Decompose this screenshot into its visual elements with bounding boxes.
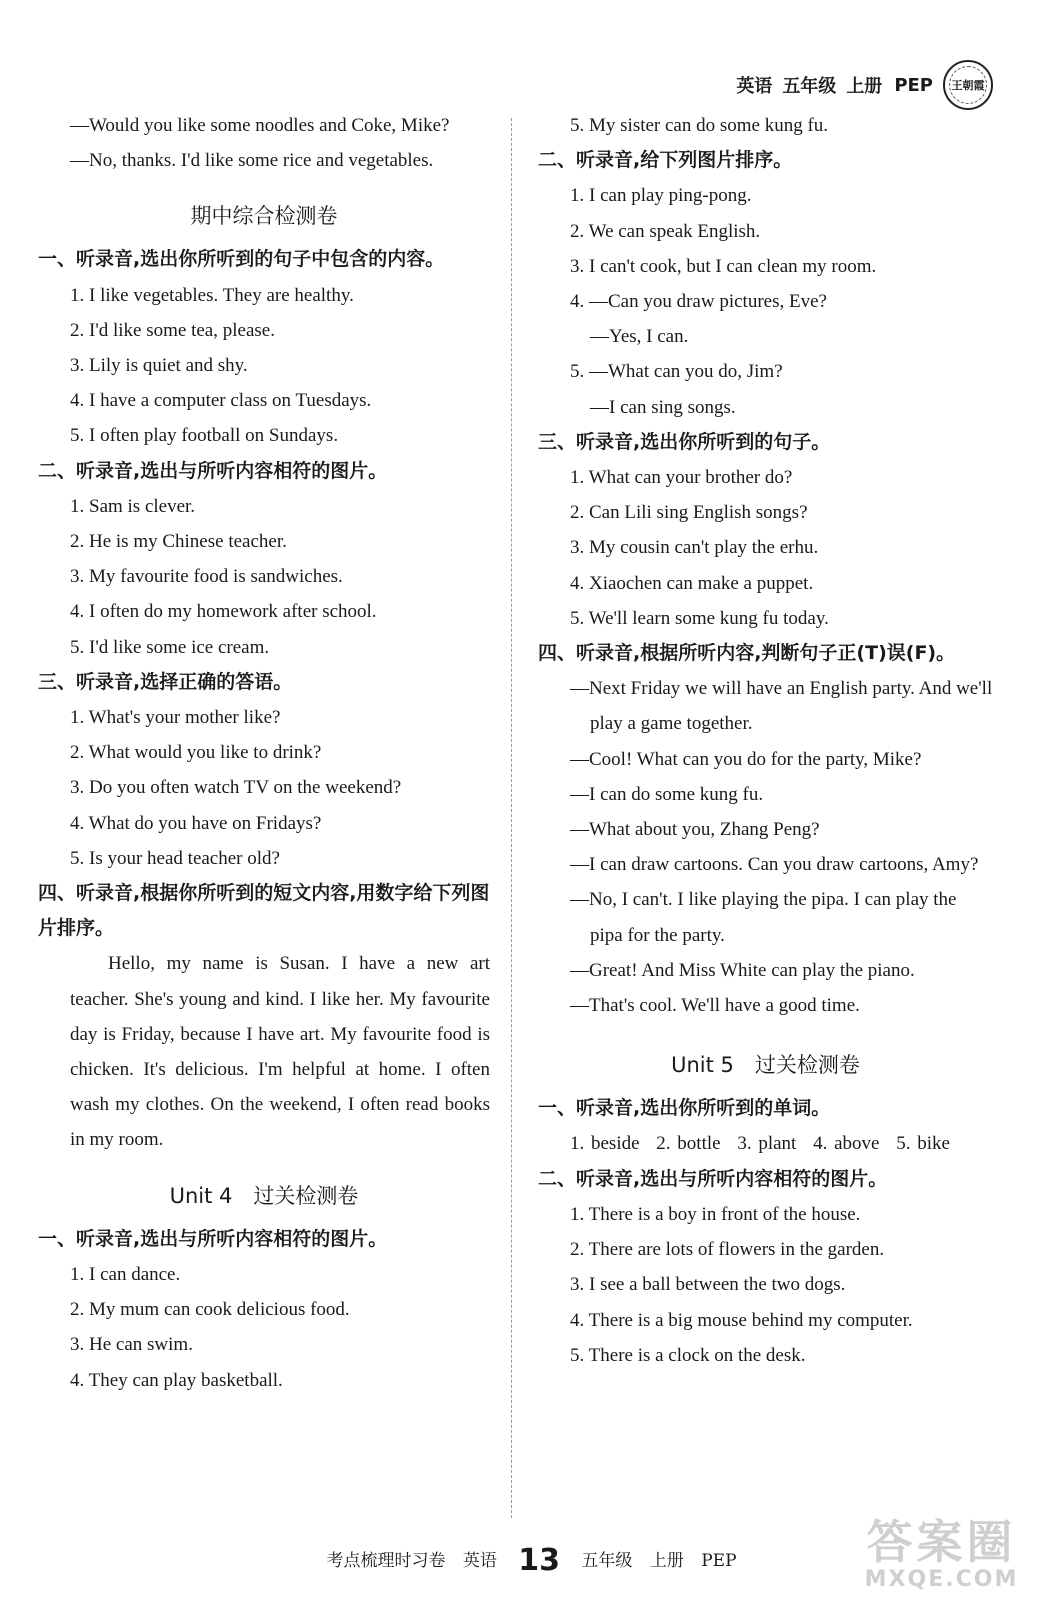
dialogue-line: —No, thanks. I'd like some rice and vegetables.	[70, 150, 434, 172]
word-row	[538, 1126, 993, 1161]
word-option: 3. plant	[737, 1133, 797, 1155]
word-option: 1. beside	[570, 1133, 640, 1155]
list-item: 2. I'd like some tea, please.	[70, 319, 275, 341]
list-item: 4. What do you have on Fridays?	[70, 812, 322, 834]
list-item: 4. There is a big mouse behind my computer.	[570, 1309, 913, 1331]
watermark-url: MXQE.COM	[864, 1567, 1019, 1592]
footer-subject: 英语	[462, 1551, 497, 1571]
section-heading: 二、听录音,给下列图片排序。	[538, 149, 793, 172]
list-item: 1. I can play ping-pong.	[570, 185, 752, 207]
list-item: 1. I can dance.	[70, 1263, 181, 1285]
list-item: 1. I like vegetables. They are healthy.	[70, 284, 354, 306]
midterm-title: 期中综合检测卷	[190, 204, 338, 229]
list-item: 4. Xiaochen can make a puppet.	[570, 572, 814, 594]
list-item: 4. They can play basketball.	[70, 1369, 283, 1391]
list-item: 3. My favourite food is sandwiches.	[70, 566, 343, 588]
list-item: 1. What can your brother do?	[570, 467, 793, 489]
list-item: 1. What's your mother like?	[70, 707, 281, 729]
footer-edition: PEP	[701, 1551, 737, 1571]
list-item: 3. Lily is quiet and shy.	[70, 355, 248, 377]
dialogue-line: —Great! And Miss White can play the piano.	[570, 959, 915, 981]
list-item: 4. —Can you draw pictures, Eve?	[570, 291, 827, 313]
list-item: 5. There is a clock on the desk.	[570, 1344, 806, 1366]
section-heading: 一、听录音,选出与所听内容相符的图片。	[38, 1227, 388, 1250]
header-edition: PEP	[894, 74, 933, 96]
footer-grade: 五年级	[581, 1551, 633, 1571]
list-item: 1. There is a boy in front of the house.	[570, 1203, 861, 1225]
footer-series: 考点梳理时习卷	[326, 1551, 446, 1571]
section-heading: 一、听录音,选出你所听到的句子中包含的内容。	[38, 248, 445, 271]
section-heading: 四、听录音,根据所听内容,判断句子正(T)误(F)。	[538, 642, 956, 665]
dialogue-line: —That's cool. We'll have a good time.	[570, 995, 860, 1017]
header-subject: 英语	[736, 76, 773, 97]
list-item: 4. I have a computer class on Tuesdays.	[70, 390, 372, 412]
dialogue-line: —Cool! What can you do for the party, Mike?	[570, 748, 922, 770]
word-option: 5. bike	[896, 1133, 950, 1155]
right-column	[538, 108, 993, 1373]
section-heading: 二、听录音,选出与所听内容相符的图片。	[38, 459, 388, 482]
section-heading: 四、听录音,根据你所听到的短文内容,用数字给下列图片排序。	[38, 882, 490, 940]
list-item: 2. Can Lili sing English songs?	[570, 502, 808, 524]
list-item: 5. I'd like some ice cream.	[70, 636, 270, 658]
column-divider	[511, 118, 512, 1518]
list-item: 4. I often do my homework after school.	[70, 601, 377, 623]
list-item: 3. I see a ball between the two dogs.	[570, 1274, 846, 1296]
list-item-reply: —Yes, I can.	[590, 326, 689, 348]
list-item: 5. Is your head teacher old?	[70, 847, 280, 869]
header-grade: 五年级	[782, 76, 837, 97]
page-header	[736, 60, 993, 110]
list-item: 5. My sister can do some kung fu.	[570, 115, 829, 136]
word-option: 2. bottle	[656, 1133, 721, 1155]
list-item: 2. There are lots of flowers in the garden.	[570, 1239, 885, 1261]
list-item: 3. He can swim.	[70, 1334, 193, 1356]
list-item: 2. What would you like to drink?	[70, 742, 322, 764]
watermark-title: 答案圈	[866, 1515, 1017, 1569]
list-item: 5. I often play football on Sundays.	[70, 425, 339, 447]
dialogue-line: —Would you like some noodles and Coke, Mike?	[70, 115, 450, 136]
unit5-title: Unit 5 过关检测卷	[671, 1053, 860, 1078]
list-item: 3. Do you often watch TV on the weekend?	[70, 777, 402, 799]
word-option: 4. above	[813, 1133, 880, 1155]
section-heading: 三、听录音,选出你所听到的句子。	[538, 430, 831, 453]
footer-volume: 上册	[649, 1551, 684, 1571]
dialogue-line: —I can do some kung fu.	[570, 783, 764, 805]
page-number: 13	[518, 1543, 561, 1578]
section-heading: 三、听录音,选择正确的答语。	[38, 670, 293, 693]
list-item: 2. We can speak English.	[570, 220, 761, 242]
brand-logo-text: 王朝霞	[951, 79, 985, 92]
list-item: 2. He is my Chinese teacher.	[70, 531, 287, 553]
list-item: 2. My mum can cook delicious food.	[70, 1299, 350, 1321]
brand-logo-icon	[943, 60, 993, 110]
dialogue-line: —No, I can't. I like playing the pipa. I can play the pipa for the party.	[570, 889, 957, 946]
list-item: 5. We'll learn some kung fu today.	[570, 607, 829, 629]
left-column	[38, 108, 490, 1398]
dialogue-line: —I can draw cartoons. Can you draw cartoons, Amy?	[570, 854, 979, 876]
list-item: 5. —What can you do, Jim?	[570, 361, 783, 383]
list-item: 1. Sam is clever.	[70, 495, 196, 517]
passage-text: Hello, my name is Susan. I have a new art teacher. She's young and kind. I like her. My favourite day is Friday, because I have art. My favourite food is chicken. It's delicious. I'm helpful at home. I often wash my clothes. On the weekend, I often read books in my room.	[70, 953, 490, 1151]
dialogue-line: —What about you, Zhang Peng?	[570, 819, 820, 841]
list-item: 3. I can't cook, but I can clean my room.	[570, 255, 877, 277]
list-item-reply: —I can sing songs.	[590, 396, 736, 418]
unit4-title: Unit 4 过关检测卷	[169, 1183, 359, 1208]
list-item: 3. My cousin can't play the erhu.	[570, 537, 819, 559]
header-volume: 上册	[846, 76, 883, 97]
dialogue-line: —Next Friday we will have an English party. And we'll play a game together.	[570, 678, 993, 735]
section-heading: 二、听录音,选出与所听内容相符的图片。	[538, 1167, 888, 1190]
watermark	[834, 1516, 1049, 1596]
section-heading: 一、听录音,选出你所听到的单词。	[538, 1097, 831, 1120]
